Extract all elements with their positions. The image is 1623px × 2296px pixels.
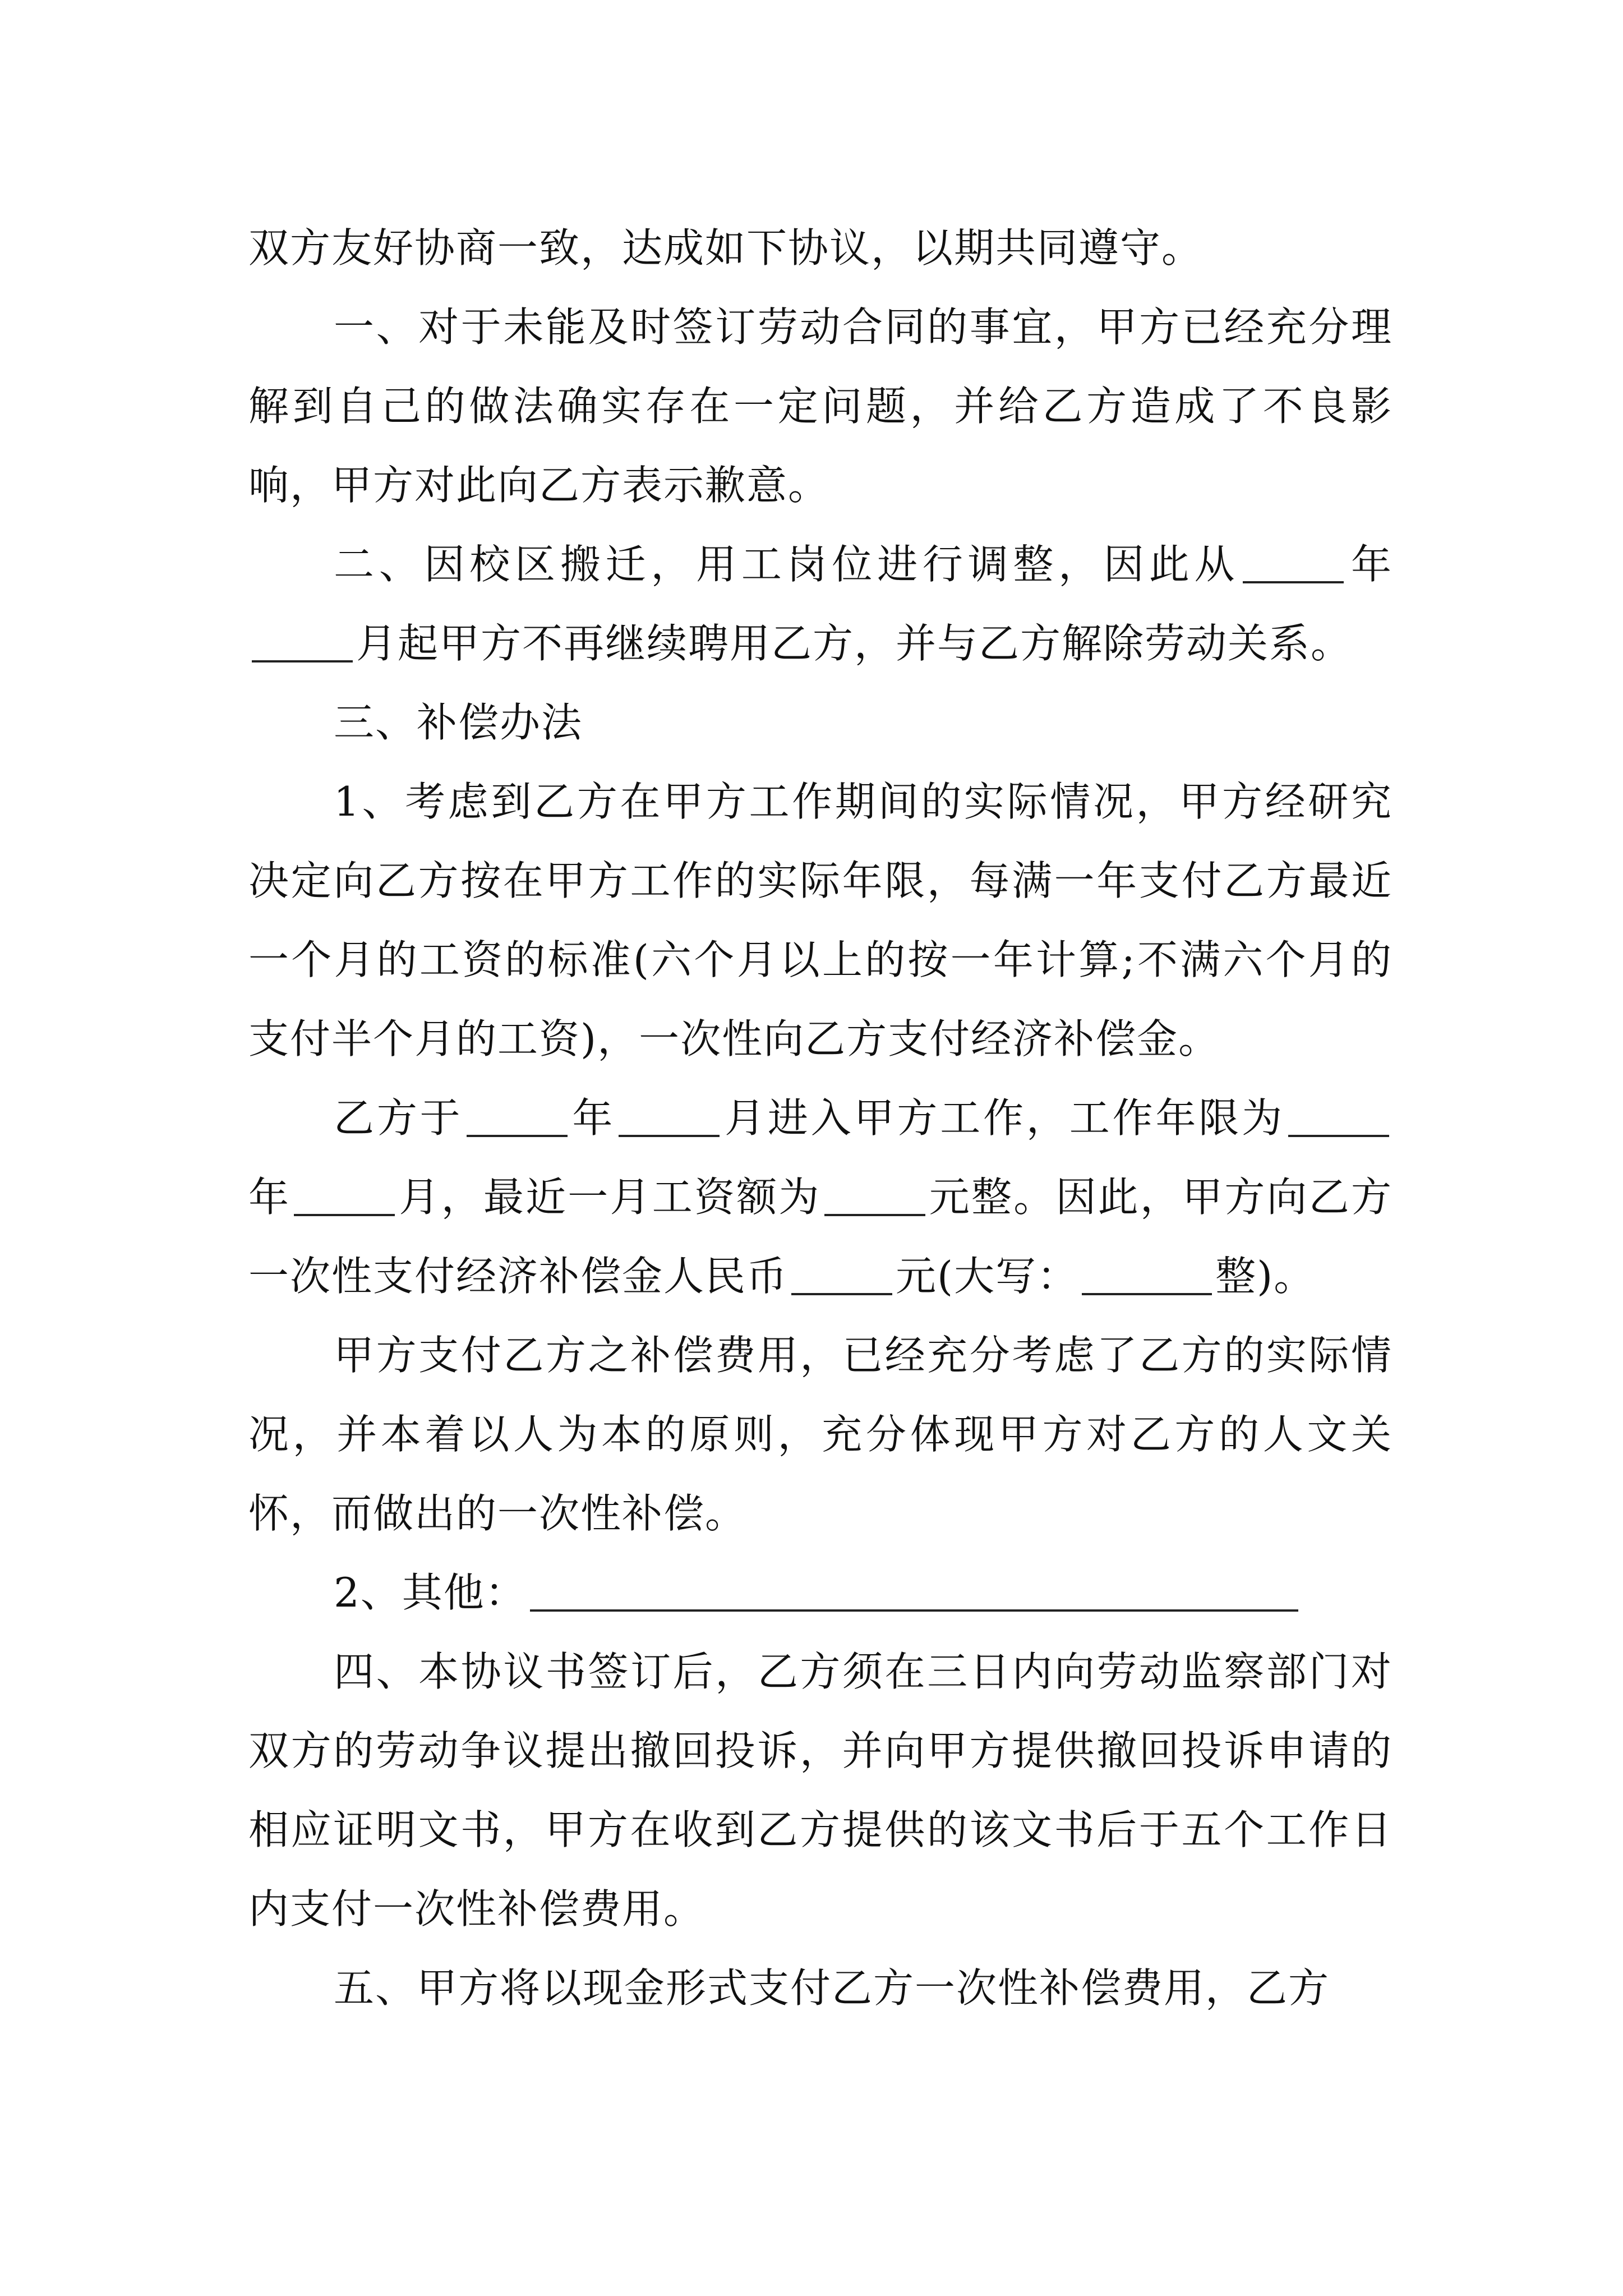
blank-entry-month-field[interactable] [619, 1094, 720, 1137]
amount-text-c: 月进入甲方工作，工作年限为 [723, 1094, 1285, 1142]
paragraph-intro: 双方友好协商一致，达成如下协议，以期共同遵守。 [248, 224, 1204, 272]
paragraph-clause-4: 四、本协议书签订后，乙方须在三日内向劳动监察部门对双方的劳动争议提出撤回投诉，并向甲方提供撤回投诉申请的相应证明文书，甲方在收到乙方提供的该文书后于五个工作日内支付一次性补偿费用。 [248, 1648, 1393, 1932]
amount-text-f: 元整。因此，甲方向乙方一次性支付经济补偿金人民币 [248, 1174, 1393, 1300]
amount-text-h: 整)。 [1215, 1253, 1316, 1300]
clause-2-text-c: 月起甲方不再继续聘用乙方，并与乙方解除劳动关系。 [356, 620, 1353, 667]
blank-monthly-salary-field[interactable] [824, 1174, 925, 1216]
blank-months-worked-field[interactable] [294, 1174, 395, 1216]
amount-text-e: 月，最近一月工资额为 [398, 1174, 821, 1221]
blank-entry-year-field[interactable] [467, 1094, 568, 1137]
paragraph-compensation-amount [248, 1079, 1393, 1316]
paragraph-other [248, 1553, 1393, 1632]
paragraph-clause-1: 一、对于未能及时签订劳动合同的事宜，甲方已经充分理解到自己的做法确实存在一定问题，并给乙方造成了不良影响，甲方对此向乙方表示歉意。 [248, 303, 1393, 509]
paragraph-clause-2 [248, 525, 1393, 683]
blank-other-terms-field[interactable] [530, 1569, 1298, 1612]
amount-text-g: 元(大写： [896, 1253, 1079, 1300]
amount-text-b: 年 [570, 1094, 616, 1142]
clause-2-text-b: 年 [1347, 541, 1393, 588]
amount-text-a: 乙方于 [334, 1094, 463, 1142]
paragraph-compensation-1: 1、考虑到乙方在甲方工作期间的实际情况，甲方经研究决定向乙方按在甲方工作的实际年限，每满一年支付乙方最近一个月的工资的标准(六个月以上的按一年计算;不满六个月的支付半个月的工资)，一次性向乙方支付经济补偿金。 [248, 778, 1393, 1062]
paragraph-clause-3-heading: 三、补偿办法 [334, 699, 583, 746]
clause-2-text-a: 二、因校区搬迁，用工岗位进行调整，因此从 [334, 541, 1240, 588]
blank-years-worked-field[interactable] [1288, 1094, 1389, 1137]
agreement-body [248, 209, 1393, 2028]
other-label: 2、其他： [334, 1569, 527, 1616]
paragraph-compensation-note: 甲方支付乙方之补偿费用，已经充分考虑了乙方的实际情况，并本着以人为本的原则，充分体现甲方对乙方的人文关怀，而做出的一次性补偿。 [248, 1332, 1393, 1537]
blank-year-field[interactable] [1243, 541, 1344, 583]
paragraph-clause-5: 五、甲方将以现金形式支付乙方一次性补偿费用，乙方 [334, 1964, 1330, 2012]
blank-compensation-amount-field[interactable] [791, 1253, 892, 1295]
blank-month-field[interactable] [252, 620, 353, 662]
amount-text-d: 年 [248, 1174, 291, 1221]
blank-amount-in-words-field[interactable] [1082, 1253, 1212, 1295]
